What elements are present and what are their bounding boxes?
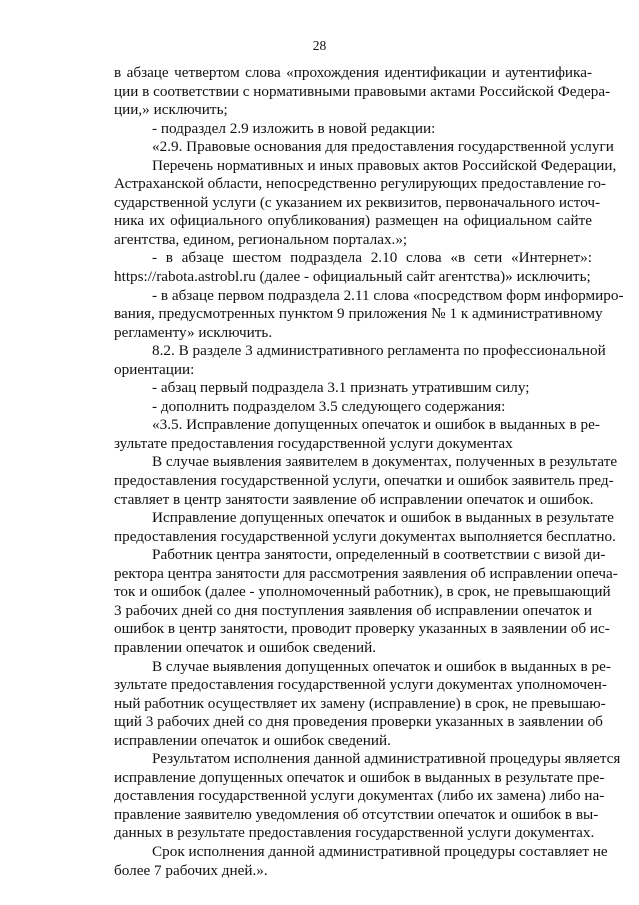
text-line: ника их официального опубликования) размещен на официальном сайте: [114, 212, 592, 230]
text-line: ции,» исключить;: [114, 101, 228, 119]
text-line: предоставления государственной услуги, опечатки и ошибок заявитель пред-: [114, 472, 614, 490]
text-line: вания, предусмотренных пунктом 9 приложения № 1 к административному: [114, 305, 603, 323]
text-line: Астраханской области, непосредственно регулирующих предоставление го-: [114, 175, 606, 193]
text-line: данных в результате предоставления государственной услуги документах.: [114, 824, 595, 842]
text-line: ции в соответствии с нормативными правовыми актами Российской Федера-: [114, 82, 611, 100]
text-line: более 7 рабочих дней.».: [114, 861, 268, 879]
text-line: ректора центра занятости для рассмотрения заявления об исправлении опеча-: [114, 564, 618, 582]
text-line: Исправление допущенных опечаток и ошибок в выданных в результате: [152, 509, 614, 527]
text-line: 8.2. В разделе 3 административного регламента по профессиональной: [152, 342, 606, 360]
text-line: 3 рабочих дней со дня поступления заявления об исправлении опечаток и: [114, 601, 592, 619]
text-line: зультате предоставления государственной услуги документах: [114, 434, 513, 452]
text-line: Перечень нормативных и иных правовых актов Российской Федерации,: [152, 156, 617, 174]
text-line: ный работник осуществляет их замену (исправление) в срок, не превышаю-: [114, 694, 606, 712]
text-line: - подраздел 2.9 изложить в новой редакции:: [152, 119, 436, 137]
text-line: Работник центра занятости, определенный в соответствии с визой ди-: [152, 546, 606, 564]
document-body: [114, 64, 624, 880]
text-line: ошибок в центр занятости, проводит проверку указанных в заявлении об ис-: [114, 620, 610, 638]
text-line: доставления государственной услуги документах (либо их замена) либо на-: [114, 787, 605, 805]
text-line: агентства, едином, региональном порталах.»;: [114, 230, 408, 248]
text-line: https://rabota.astrobl.ru (далее - официальный сайт агентства)» исключить;: [114, 268, 591, 286]
text-line: сударственной услуги (с указанием их реквизитов, первоначального источ-: [114, 193, 601, 211]
text-line: «3.5. Исправление допущенных опечаток и ошибок в выданных в ре-: [152, 416, 600, 434]
text-line: зультате предоставления государственной услуги документах уполномочен-: [114, 676, 607, 694]
text-line: исправлении опечаток и ошибок сведений.: [114, 731, 391, 749]
text-line: регламенту» исключить.: [114, 323, 273, 341]
text-line: - дополнить подразделом 3.5 следующего содержания:: [152, 397, 506, 415]
text-line: В случае выявления заявителем в документах, полученных в результате: [152, 453, 618, 471]
text-line: правлении опечаток и ошибок сведений.: [114, 638, 377, 656]
text-line: - абзац первый подраздела 3.1 признать утратившим силу;: [152, 379, 530, 397]
text-line: - в абзаце шестом подраздела 2.10 слова «в сети «Интернет»:: [152, 249, 592, 267]
text-line: «2.9. Правовые основания для предоставления государственной услуги: [152, 138, 614, 156]
text-line: щий 3 рабочих дней со дня проведения проверки указанных в заявлении об: [114, 713, 603, 731]
text-line: В случае выявления допущенных опечаток и ошибок в выданных в ре-: [152, 657, 611, 675]
text-line: ориентации:: [114, 360, 195, 378]
text-line: - в абзаце первом подраздела 2.11 слова «посредством форм информиро-: [152, 286, 624, 304]
text-line: правление заявителю уведомления об отсутствии опечаток и ошибок в вы-: [114, 805, 599, 823]
text-line: исправление допущенных опечаток и ошибок в выданных в результате пре-: [114, 768, 605, 786]
page-number: 28: [312, 38, 327, 53]
text-line: ставляет в центр занятости заявление об исправлении опечаток и ошибок.: [114, 490, 594, 508]
text-line: ток и ошибок (далее - уполномоченный работник), в срок, не превышающий: [114, 583, 611, 601]
text-line: в абзаце четвертом слова «прохождения идентификации и аутентифика-: [114, 64, 592, 81]
text-line: Срок исполнения данной административной процедуры составляет не: [152, 842, 608, 860]
text-line: предоставления государственной услуги документах выполняется бесплатно.: [114, 527, 616, 545]
text-line: Результатом исполнения данной административной процедуры является: [152, 750, 621, 768]
